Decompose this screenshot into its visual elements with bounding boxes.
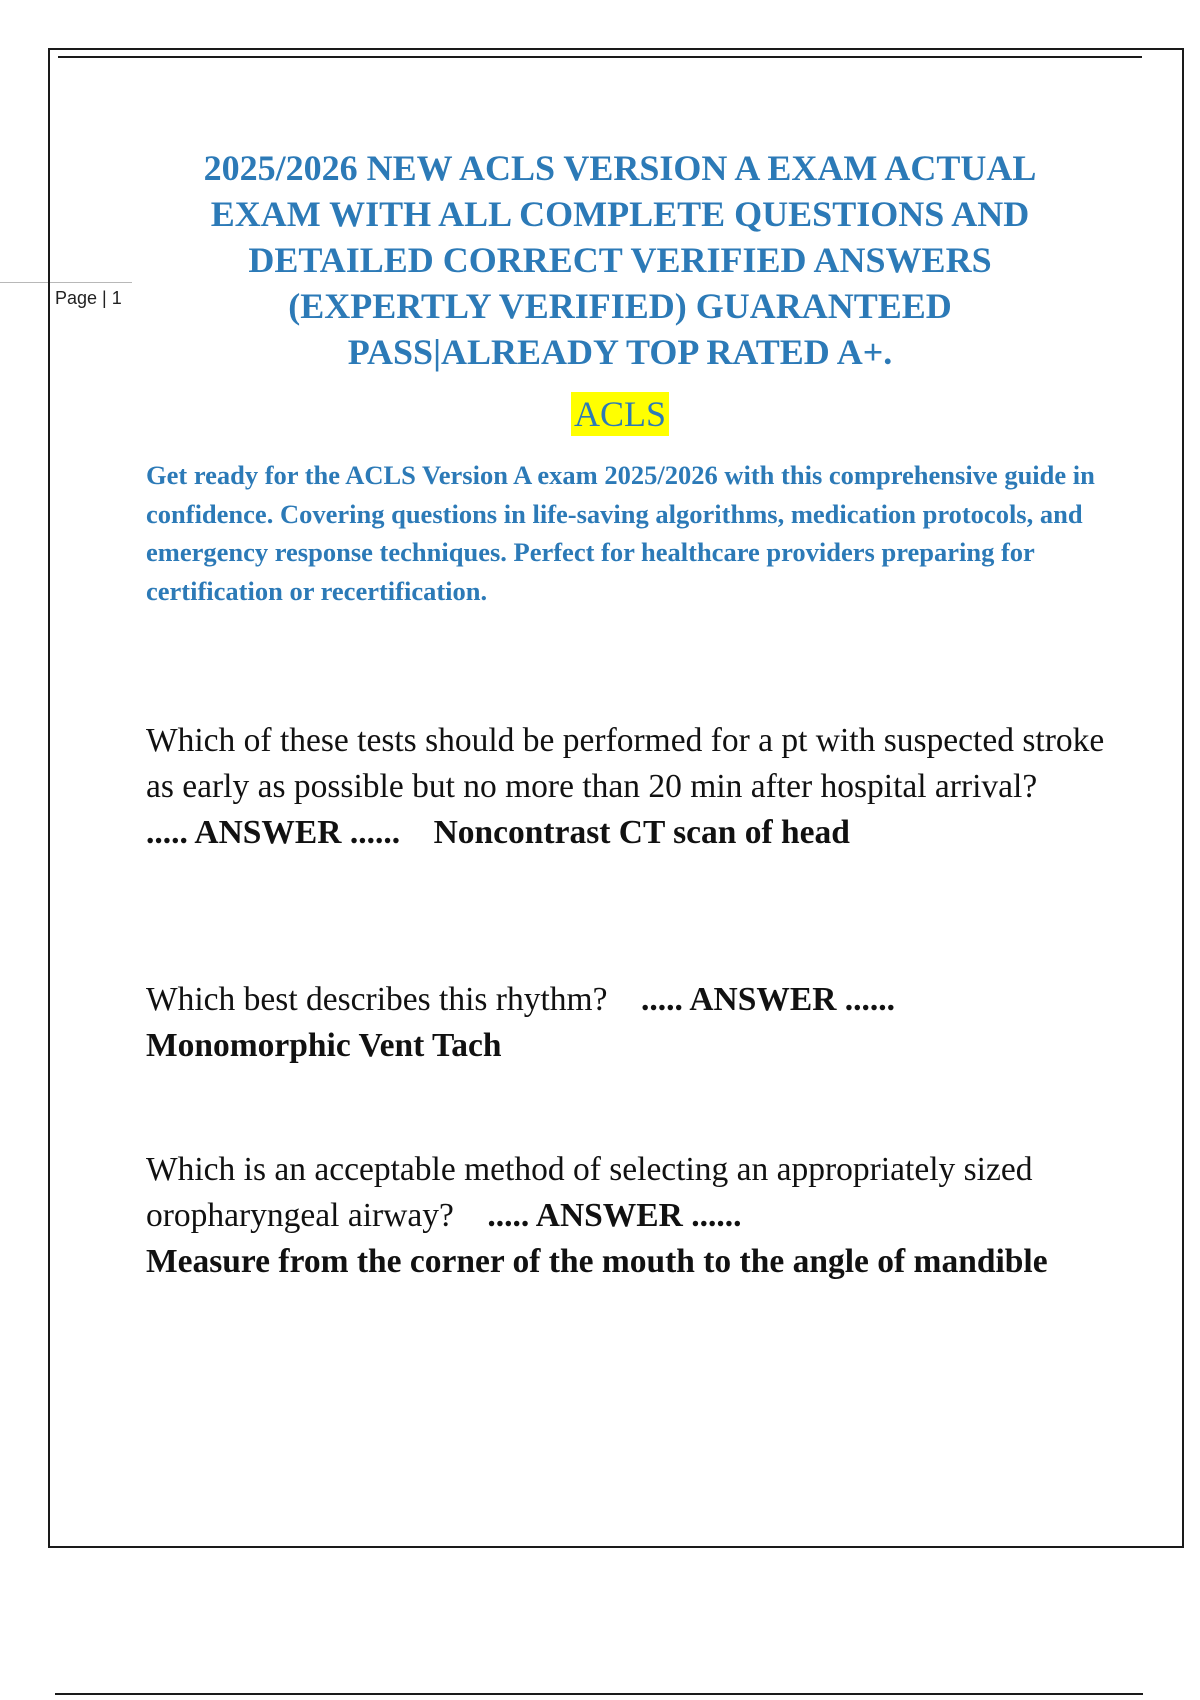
footer-rule xyxy=(55,1693,1143,1695)
answer-text: Noncontrast CT scan of head xyxy=(433,814,850,851)
answer-marker: ..... ANSWER ...... xyxy=(487,1197,742,1234)
answer-marker: ..... ANSWER ...... xyxy=(146,814,401,851)
question-text: Which best describes this rhythm? xyxy=(146,981,608,1018)
answer-text: Monomorphic Vent Tach xyxy=(146,1027,502,1064)
header-rule xyxy=(58,56,1142,58)
qa-item-2 xyxy=(146,977,1106,1069)
qa-item-1 xyxy=(146,718,1106,856)
document-title: 2025/2026 NEW ACLS VERSION A EXAM ACTUAL EXAM WITH ALL COMPLETE QUESTIONS AND DETAILED CORRECT VERIFIED ANSWERS (EXPERTLY VERIFIED) GUARANTEED PASS|ALREADY TOP RATED A+. xyxy=(203,148,1037,372)
answer-text: Measure from the corner of the mouth to the angle of mandible xyxy=(146,1243,1048,1280)
acls-highlight-label: ACLS xyxy=(571,392,669,436)
page-number: Page | 1 xyxy=(55,288,122,308)
acls-label-row xyxy=(0,392,1200,436)
question-text: Which of these tests should be performed for a pt with suspected stroke as early as possible but no more than 20 min after hospital arrival? xyxy=(146,722,1105,805)
qa-item-3 xyxy=(146,1147,1106,1285)
question-text: Which is an acceptable method of selecting an appropriately sized oropharyngeal airway? xyxy=(146,1151,1033,1234)
intro-paragraph: Get ready for the ACLS Version A exam 2025/2026 with this comprehensive guide in confidence. Covering questions in life-saving algorithms, medication protocols, and emergency response techniques. Perfect for healthcare providers preparing for certification or recertification. xyxy=(146,460,1095,606)
answer-marker: ..... ANSWER ...... xyxy=(640,981,896,1018)
